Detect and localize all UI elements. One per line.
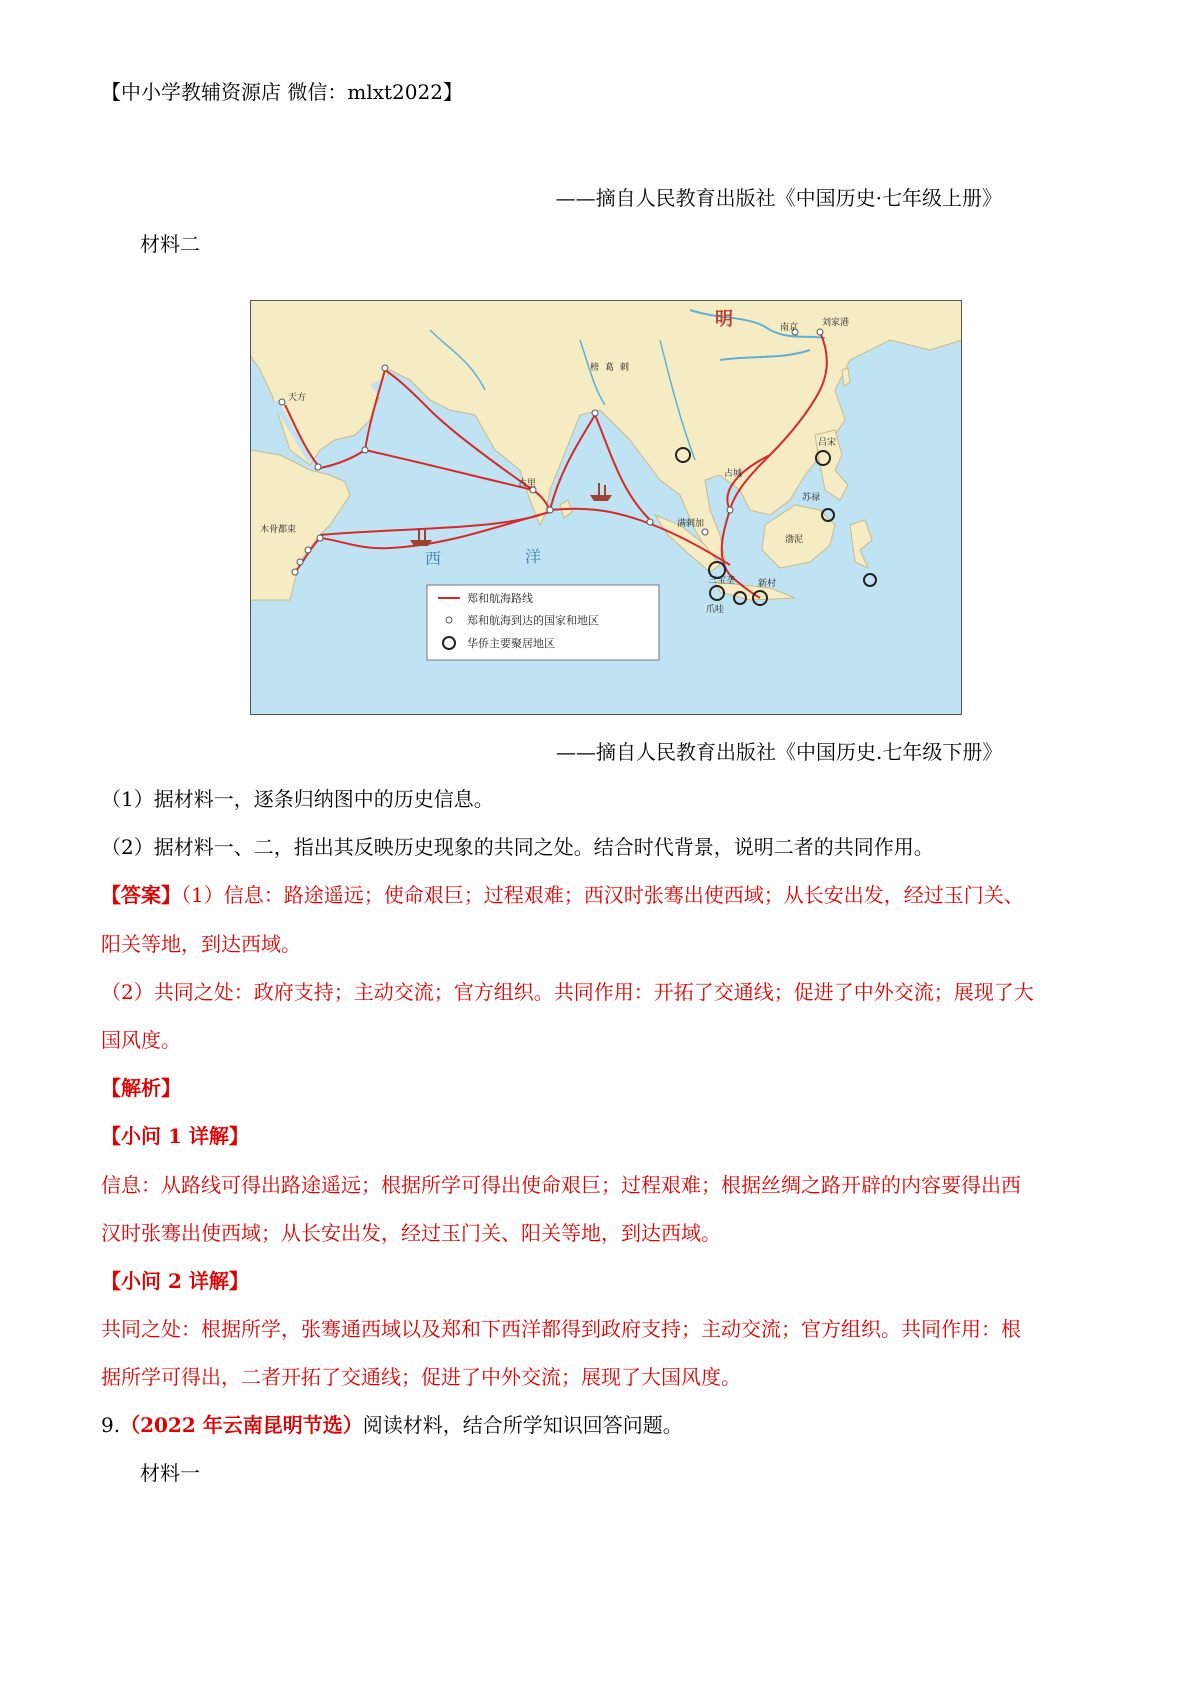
label-sanbailong: 三宝垄 [708,576,736,586]
label-mugudushu: 木骨都束 [260,525,297,535]
label-xincun: 新村 [758,579,777,589]
point-sumatra [647,519,653,525]
point-bengala [592,410,598,416]
point-africa-1 [305,547,311,553]
sub-question-2-line-2: 据所学可得出，二者开拓了交通线；促进了中外交流；展现了大国风度。 [101,1365,741,1389]
point-africa-3 [292,569,298,575]
label-nanjing: 南京 [780,323,799,333]
point-mugudushu [317,535,323,541]
source-citation-2: ——摘自人民教育出版社《中国历史.七年级下册》 [556,740,1003,764]
legend-arrived-swatch [446,617,452,623]
point-aden-2 [315,464,321,470]
answer-line-1-text: （1）信息：路途遥远；使命艰巨；过程艰难；西汉时张骞出使西域；从长安出发，经过玉门关、 [181,883,1024,907]
point-liujiagang [817,329,823,335]
question-9 [101,1413,683,1437]
answer-label: 【答案】 [101,883,181,907]
land-taiwan [842,368,850,386]
label-sulu: 苏禄 [802,493,821,503]
map-legend [427,585,659,660]
watermark-header: 【中小学教辅资源店 微信：mlxt2022】 [101,80,463,104]
label-boni: 渤泥 [785,535,804,545]
sub-question-1-line-2: 汉时张骞出使西域；从长安出发，经过玉门关、阳关等地，到达西域。 [101,1221,721,1245]
analysis-label: 【解析】 [101,1076,181,1100]
question-9-number: 9. [101,1413,121,1437]
answer-line-3: （2）共同之处：政府支持；主动交流；官方组织。共同作用：开拓了交通线；促进了中外交流；展现了大 [101,980,1034,1004]
sub-question-2-line-1: 共同之处：根据所学，张骞通西域以及郑和下西洋都得到政府支持；主动交流；官方组织。共同作用：根 [101,1317,1021,1341]
sub-question-1-label: 【小问 1 详解】 [101,1124,249,1148]
material-two-label: 材料二 [140,232,200,256]
point-manlajia [702,529,708,535]
point-hormuz [382,365,388,371]
legend-overseas-label: 华侨主要聚居地区 [467,637,555,650]
label-ocean-xi: 西 [425,549,442,568]
zheng-he-voyage-map [250,300,962,715]
source-citation-1: ——摘自人民教育出版社《中国历史·七年级上册》 [555,186,1002,210]
label-bengala: 榜葛剌 [590,363,636,373]
question-1: （1）据材料一，逐条归纳图中的历史信息。 [101,787,494,811]
point-zhancheng [727,507,733,513]
point-aden [362,447,368,453]
material-one-label: 材料一 [140,1461,200,1485]
label-zhancheng: 占城 [724,469,743,479]
label-ocean-yang: 洋 [525,547,542,566]
label-tianfang: 天方 [288,393,307,403]
label-zhuawa: 爪哇 [706,605,725,615]
point-africa-2 [297,559,303,565]
answer-line-4: 国风度。 [101,1028,181,1052]
label-guli: 古里 [518,479,537,489]
answer-line-1 [101,883,1024,907]
question-2: （2）据材料一、二，指出其反映历史现象的共同之处。结合时代背景，说明二者的共同作用。 [101,835,934,859]
answer-line-2: 阳关等地，到达西域。 [101,932,301,956]
label-lvsong: 吕宋 [818,438,837,448]
legend-route-label: 郑和航海路线 [467,592,533,605]
legend-arrived-label: 郑和航海到达的国家和地区 [467,614,599,627]
question-9-prompt: 阅读材料，结合所学知识回答问题。 [362,1413,683,1437]
sub-question-2-label: 【小问 2 详解】 [101,1269,249,1293]
label-ming: 明 [715,309,733,330]
label-liujiagang: 刘家港 [822,318,850,328]
point-ceylon [547,507,553,513]
label-manlajia: 满剌加 [677,519,705,529]
point-tianfang [279,399,285,405]
question-9-source: （2022 年云南昆明节选） [120,1413,363,1437]
sub-question-1-line-1: 信息：从路线可得出路途遥远；根据所学可得出使命艰巨；过程艰难；根据丝绸之路开辟的内容要得出西 [101,1173,1021,1197]
